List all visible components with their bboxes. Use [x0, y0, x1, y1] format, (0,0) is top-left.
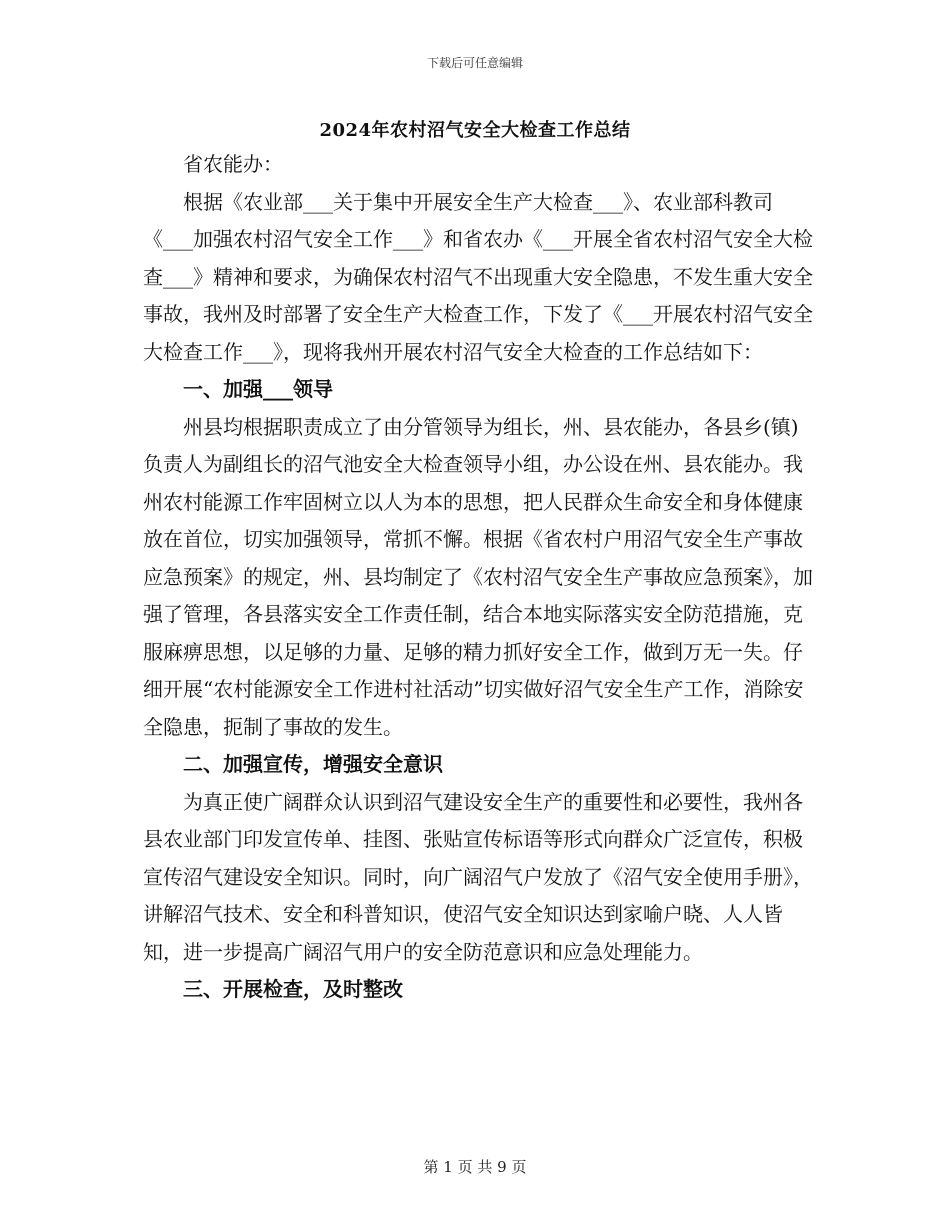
section1-paragraph: 州县均根据职责成立了由分管领导为组长，州、县农能办，各县乡(镇)负责人为副组长的沼气池安全大检查领导小组，办公设在州、县农能办。我州农村能源工作牢固树立以人为本的思想，把人民群众生命安全和身体健康放在首位，切实加强领导，常抓不懈。根据《省农村户用沼气安全生产事故应急预案》的规定，州、县均制定了《农村沼气安全生产事故应急预案》，加强了管理，各县落实安全工作责任制，结合本地实际落实安全防范措施，克服麻痹思想，以足够的力量、足够的精力抓好安全工作，做到万无一失。仔细开展“农村能源安全工作进村社活动”切实做好沼气安全生产工作，消除安全隐患，扼制了事故的发生。: [143, 414, 813, 739]
section2-paragraph: 为真正使广阔群众认识到沼气建设安全生产的重要性和必要性，我州各县农业部门印发宣传单、挂图、张贴宣传标语等形式向群众广泛宣传，积极宣传沼气建设安全知识。同时，向广阔沼气户发放了《沼气安全使用手册》，讲解沼气技术、安全和科普知识，使沼气安全知识达到家喻户晓、人人皆知，进一步提高广阔沼气用户的安全防范意识和应急处理能力。: [143, 789, 813, 964]
section2-heading: 二、加强宣传，增强安全意识: [183, 752, 443, 776]
intro-paragraph: 根据《农业部___关于集中开展安全生产大检查___》、农业部科教司《___加强农村沼气安全工作___》和省农办《___开展全省农村沼气安全大检查___》精神和要求，为确保农村沼气不出现重大安全隐患，不发生重大安全事故，我州及时部署了安全生产大检查工作，下发了《___开展农村沼气安全大检查工作___》，现将我州开展农村沼气安全大检查的工作总结如下：: [143, 189, 813, 364]
section3-heading: 三、开展检查，及时整改: [183, 977, 403, 1001]
salutation: 省农能办：: [183, 152, 283, 176]
header-note: 下载后可任意编辑: [426, 56, 523, 70]
page-footer: 第 1 页 共 9 页: [423, 1158, 527, 1176]
document-body: [143, 146, 813, 1009]
section1-heading: 一、加强___领导: [183, 377, 333, 401]
document-title: 2024年农村沼气安全大检查工作总结: [319, 120, 631, 141]
